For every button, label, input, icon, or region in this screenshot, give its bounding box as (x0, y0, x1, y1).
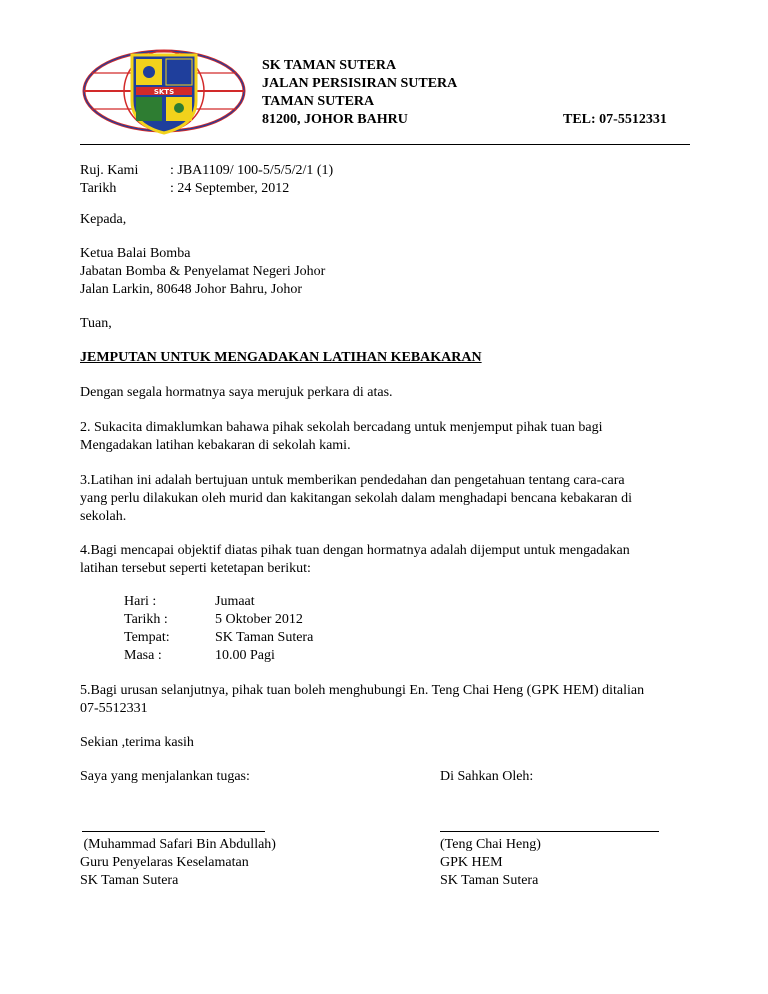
schedule-label: Tempat: (124, 630, 170, 645)
greeting: Tuan, (80, 316, 112, 331)
subject-heading: JEMPUTAN UNTUK MENGADAKAN LATIHAN KEBAKARAN (80, 350, 482, 365)
left-signatory-org: SK Taman Sutera (80, 873, 179, 888)
date-value: : 24 September, 2012 (170, 181, 290, 196)
paragraph-3-line-3: sekolah. (80, 509, 127, 524)
header-divider (80, 144, 690, 145)
recipient-line-1: Ketua Balai Bomba (80, 246, 191, 261)
paragraph-2-line-2: Mengadakan latihan kebakaran di sekolah kami. (80, 438, 351, 453)
address-line-2: TAMAN SUTERA (262, 94, 375, 109)
left-signature-line (82, 831, 265, 832)
paragraph-3-line-2: yang perlu dilakukan oleh murid dan kakitangan sekolah dalam menghadapi bencana kebakaran di (80, 491, 633, 506)
schedule-value: Jumaat (215, 594, 255, 609)
paragraph-2-line-1: 2. Sukacita dimaklumkan bahawa pihak sekolah bercadang untuk menjemput pihak tuan bagi (80, 420, 603, 435)
left-signatory-name: (Muhammad Safari Bin Abdullah) (80, 837, 276, 852)
address-line-3: 81200, JOHOR BAHRU (262, 112, 408, 127)
telephone: TEL: 07-5512331 (563, 112, 667, 127)
ruj-label: Ruj. Kami (80, 163, 139, 178)
schedule-value: SK Taman Sutera (215, 630, 314, 645)
recipient-heading: Kepada, (80, 212, 127, 227)
right-signature-caption: Di Sahkan Oleh: (440, 769, 534, 784)
paragraph-4-line-1: 4.Bagi mencapai objektif diatas pihak tuan dengan hormatnya adalah dijemput untuk mengadakan (80, 543, 630, 558)
address-line-1: JALAN PERSISIRAN SUTERA (262, 76, 458, 91)
paragraph-3-line-1: 3.Latihan ini adalah bertujuan untuk memberikan pendedahan dan pengetahuan tentang cara-cara (80, 473, 625, 488)
right-signature-line (440, 831, 659, 832)
paragraph-4-line-2: latihan tersebut seperti ketetapan berikut: (80, 561, 311, 576)
left-signatory-title: Guru Penyelaras Keselamatan (80, 855, 249, 870)
paragraph-5-line-2: 07-5512331 (80, 701, 148, 716)
left-signature-caption: Saya yang menjalankan tugas: (80, 769, 250, 784)
schedule-label: Masa : (124, 648, 162, 663)
paragraph-5-line-1: 5.Bagi urusan selanjutnya, pihak tuan boleh menghubungi En. Teng Chai Heng (GPK HEM) ditalian (80, 683, 645, 698)
date-label: Tarikh (80, 181, 117, 196)
schedule-value: 5 Oktober 2012 (215, 612, 303, 627)
right-signatory-org: SK Taman Sutera (440, 873, 539, 888)
ruj-value: : JBA1109/ 100-5/5/5/2/1 (1) (170, 163, 334, 178)
school-name: SK TAMAN SUTERA (262, 58, 397, 73)
right-signatory-name: (Teng Chai Heng) (440, 837, 541, 852)
recipient-line-2: Jabatan Bomba & Penyelamat Negeri Johor (80, 264, 326, 279)
school-logo (80, 47, 248, 135)
schedule-label: Hari : (124, 594, 157, 609)
schedule-label: Tarikh : (124, 612, 168, 627)
recipient-line-3: Jalan Larkin, 80648 Johor Bahru, Johor (80, 282, 303, 297)
closing: Sekian ,terima kasih (80, 735, 194, 750)
right-signatory-title: GPK HEM (440, 855, 503, 870)
schedule-value: 10.00 Pagi (215, 648, 275, 663)
paragraph-1: Dengan segala hormatnya saya merujuk perkara di atas. (80, 385, 393, 400)
logo-text: SKTS (153, 88, 175, 96)
